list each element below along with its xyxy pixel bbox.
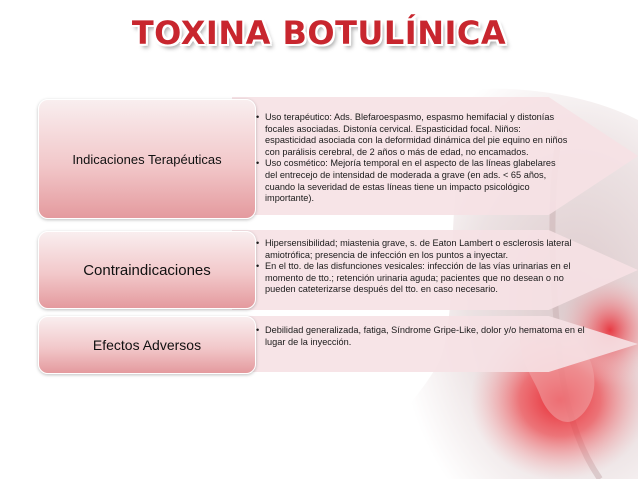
- bullet-text: Uso cosmético: Mejoría temporal en el aspecto de las líneas glabelares del entrecejo de intensidad de moderada a grave (en ads. < 65 años, cuando la severidad de estas líneas tiene un impacto psicológico importante).: [265, 158, 556, 204]
- label-indicaciones: [38, 99, 256, 219]
- bullet-icon: •: [256, 158, 260, 169]
- list-item: [256, 238, 592, 261]
- label-efectos-adversos: [38, 316, 256, 374]
- bullet-text: En el tto. de las disfunciones vesicales: infección de las vías urinarias en el momento de tto.; retención urinaria aguda; pacientes que no desean o no pueden cateterizarse después del tto. en caso necesario.: [265, 261, 571, 295]
- bullet-text: Uso terapéutico: Ads. Blefaroespasmo, espasmo hemifacial y distonías focales asociadas. Distonía cervical. Espasticidad focal. Niños: espasticidad asociada con la deformidad dinámica del pie equino en niños con parálisis cerebral, de 2 años o más de edad, no encamados.: [265, 112, 568, 157]
- bullet-icon: •: [256, 261, 260, 272]
- label-contraindicaciones-text: Contraindicaciones: [83, 261, 211, 279]
- list-item: [256, 325, 596, 348]
- bullet-list-indicaciones: [256, 112, 568, 205]
- list-item: [256, 261, 592, 296]
- bullet-icon: •: [256, 238, 260, 248]
- bullet-list-efectos: [256, 325, 596, 348]
- bullet-text: Hipersensibilidad; miastenia grave, s. de Eaton Lambert o esclerosis lateral amiotrófica; presencia de infección en los puntos a inyectar.: [265, 238, 572, 260]
- page-title: TOXINA BOTULÍNICA: [131, 14, 507, 52]
- list-item: [256, 158, 568, 204]
- list-item: [256, 112, 568, 158]
- label-indicaciones-text: Indicaciones Terapéuticas: [72, 151, 222, 167]
- bullet-text: Debilidad generalizada, fatiga, Síndrome Gripe-Like, dolor y/o hematoma en el lugar de la inyección.: [265, 325, 585, 347]
- label-contraindicaciones: [38, 231, 256, 309]
- label-efectos-text: Efectos Adversos: [92, 337, 202, 353]
- bullet-icon: •: [256, 325, 260, 335]
- bullet-list-contraindicaciones: [256, 238, 592, 296]
- bullet-icon: •: [256, 112, 260, 122]
